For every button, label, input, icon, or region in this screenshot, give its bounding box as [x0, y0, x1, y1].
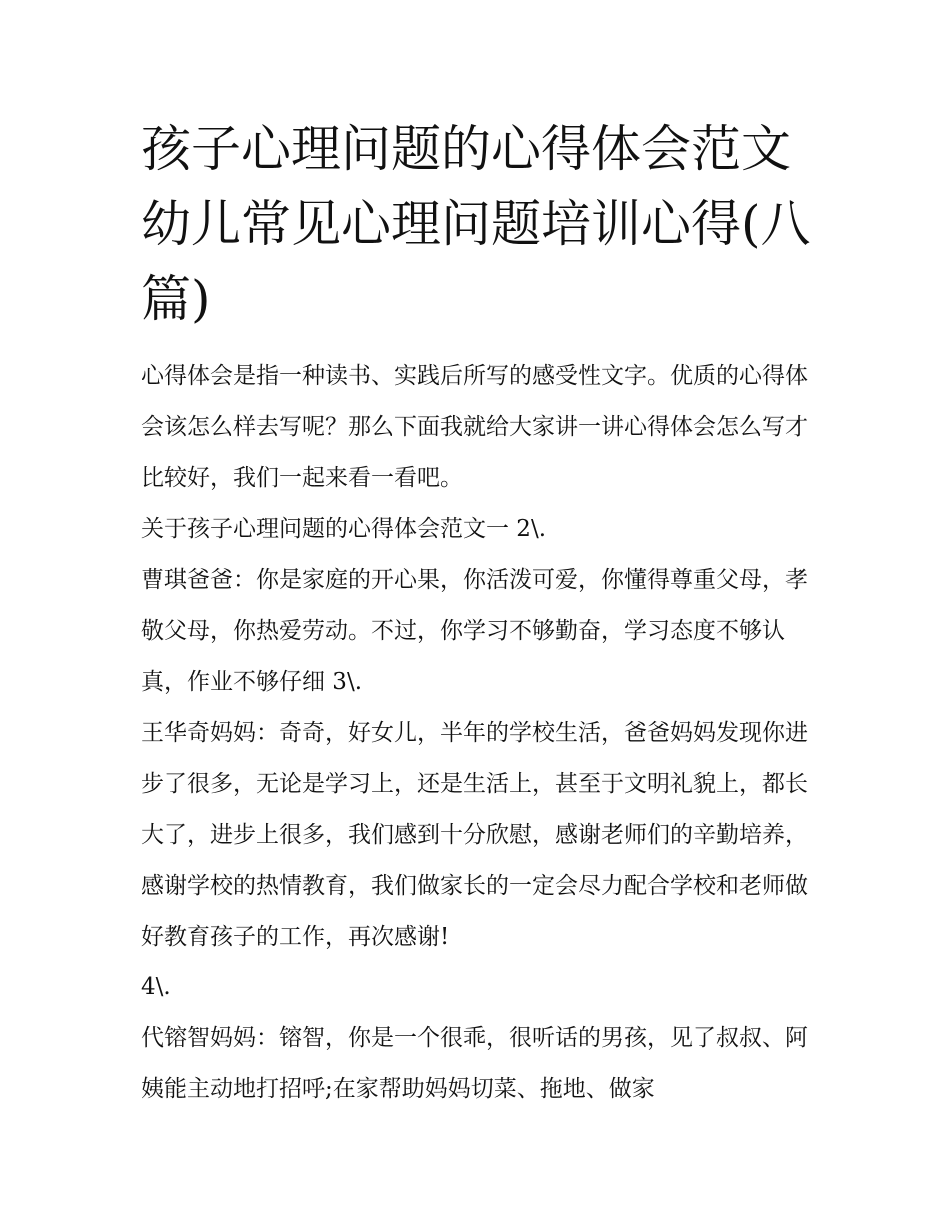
paragraph-dairongzhi-mother: 代镕智妈妈：镕智，你是一个很乖，很听话的男孩，见了叔叔、阿姨能主动地打招呼;在家帮助妈妈切菜、拖地、做家	[141, 1025, 808, 1102]
paragraph-caoqi-father: 曹琪爸爸：你是家庭的开心果，你活泼可爱，你懂得尊重父母，孝敬父母，你热爱劳动。不过，你学习不够勤奋，学习态度不够认真，作业不够仔细 3\.	[141, 567, 808, 695]
document-body	[141, 351, 813, 1115]
document-title: 孩子心理问题的心得体会范文幼儿常见心理问题培训心得(八篇)	[141, 120, 811, 328]
paragraph-intro: 心得体会是指一种读书、实践后所写的感受性文字。优质的心得体会该怎么样去写呢？那么下面我就给大家讲一讲心得体会怎么写才比较好，我们一起来看一看吧。	[141, 363, 808, 491]
document-page	[141, 112, 813, 1115]
paragraph-number-4: 4\.	[141, 974, 171, 1000]
paragraph-section-heading: 关于孩子心理问题的心得体会范文一 2\.	[141, 516, 547, 542]
paragraph-wanghuaqi-mother: 王华奇妈妈：奇奇，好女儿，半年的学校生活，爸爸妈妈发现你进步了很多，无论是学习上，还是生活上，甚至于文明礼貌上，都长大了，进步上很多，我们感到十分欣慰，感谢老师们的辛勤培养，感谢学校的热情教育，我们做家长的一定会尽力配合学校和老师做好教育孩子的工作，再次感谢!	[141, 720, 808, 950]
